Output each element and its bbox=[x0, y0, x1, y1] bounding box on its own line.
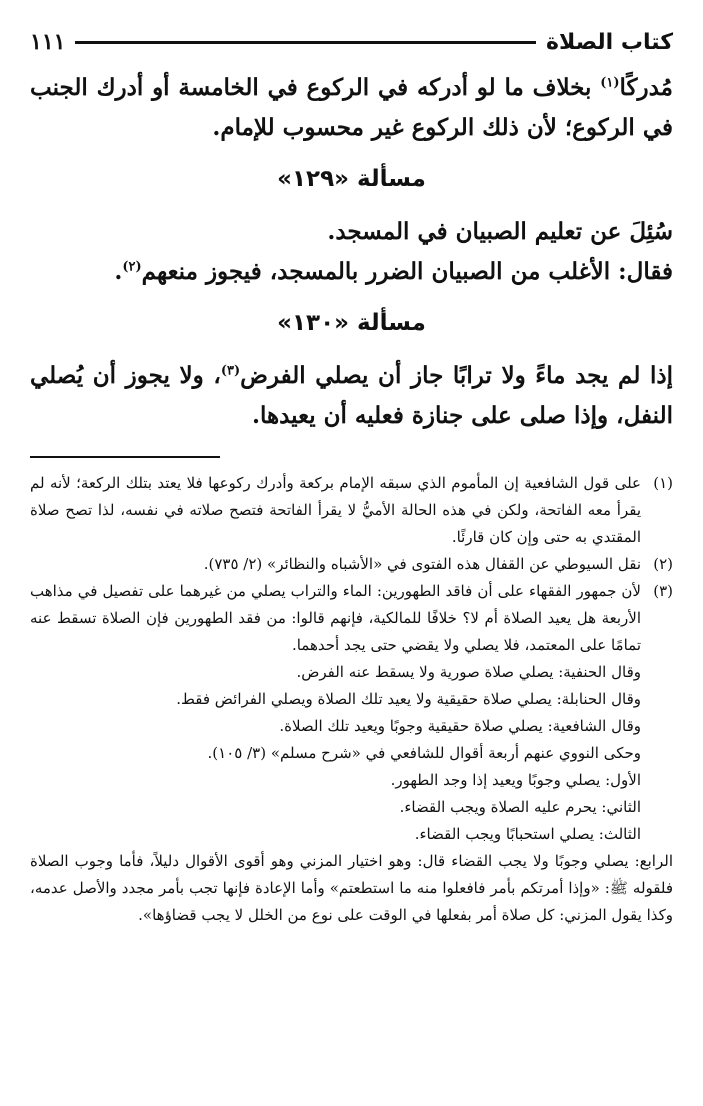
paragraph-1-start: مُدركًا bbox=[619, 74, 673, 101]
footnote-3-text: لأن جمهور الفقهاء على أن فاقد الطهورين: الماء والتراب يصلي من غيرهما على تفصيل في مذاهب الأربعة هل يعيد الصلاة أم لا؟ خلافًا للمالكية، فإنهم قالوا: من فقد الطهورين فإن الصلاة تسقط عنه تمامًا على المعتمد، فلا يصلي ولا يقضي حتى يجد أحدهما. bbox=[30, 582, 641, 654]
header-title: كتاب الصلاة bbox=[546, 29, 673, 55]
paragraph-2 bbox=[30, 356, 673, 436]
footnote-2 bbox=[30, 551, 673, 578]
footnote-1 bbox=[30, 470, 673, 551]
footnote-3-first-opinion: الأول: يصلي وجوبًا ويعيد إذا وجد الطهور. bbox=[390, 771, 641, 789]
footnote-3-nawawi: وحكى النووي عنهم أربعة أقوال للشافعي في «شرح مسلم» (٣/ ١٠٥). bbox=[207, 744, 641, 762]
footnote-3 bbox=[30, 578, 673, 659]
section-title-129: مسألة «١٢٩» bbox=[277, 166, 426, 192]
footnote-3-fourth-opinion-row bbox=[30, 848, 673, 929]
paragraph-2-start: إذا لم يجد ماءً ولا ترابًا جاز أن يصلي الفرض bbox=[240, 362, 673, 389]
answer-text: فقال: الأغلب من الصبيان الضرر بالمسجد، فيجوز منعهم bbox=[141, 258, 673, 285]
footnote-ref-1: (١) bbox=[600, 75, 620, 91]
footnote-3-second-opinion: الثاني: يحرم عليه الصلاة ويجب القضاء. bbox=[399, 798, 641, 816]
paragraph-1 bbox=[30, 68, 673, 148]
footnote-ref-3: (٣) bbox=[220, 363, 241, 379]
footnote-3-hanafi: وقال الحنفية: يصلي صلاة صورية ولا يسقط عنه الفرض. bbox=[296, 663, 641, 681]
answer-end: . bbox=[114, 258, 123, 285]
footnote-divider bbox=[30, 456, 220, 458]
footnote-3-shafii: وقال الشافعية: يصلي صلاة حقيقية وجوبًا ويعيد تلك الصلاة. bbox=[279, 717, 641, 735]
section-title-130: مسألة «١٣٠» bbox=[277, 310, 426, 336]
footnote-3-hanbali: وقال الحنابلة: يصلي صلاة حقيقية ولا يعيد تلك الصلاة ويصلي الفرائض فقط. bbox=[176, 690, 641, 708]
footnotes bbox=[30, 470, 673, 929]
answer-line bbox=[30, 252, 673, 292]
header-rule bbox=[75, 41, 536, 44]
book-page bbox=[30, 22, 673, 1086]
footnote-3-third-opinion: الثالث: يصلي استحبابًا ويجب القضاء. bbox=[414, 825, 641, 843]
footnote-3-fourth-opinion: الرابع: يصلي وجوبًا ولا يجب القضاء قال: وهو اختيار المزني وهو أقوى الأقوال دليلاً، فأما وجوب الصلاة فلقوله ﷺ: «وإذا أمرتكم بأمر فافعلوا منه ما استطعتم» وأما الإعادة فإنها تجب بأمر مجدد والأصل عدمه، وكذا يقول المزني: كل صلاة أمر بفعلها في الوقت على نوع من الخلل لا يجب قضاؤها». bbox=[30, 852, 673, 924]
footnote-2-number: (٢) bbox=[653, 555, 673, 573]
running-header bbox=[30, 22, 673, 62]
footnote-3-number: (٣) bbox=[653, 582, 673, 600]
footnote-1-number: (١) bbox=[653, 474, 673, 492]
paragraph-1-rest: بخلاف ما لو أدركه في الركوع في الخامسة أو أدرك الجنب في الركوع؛ لأن ذلك الركوع غير محسوب للإمام. bbox=[30, 74, 673, 141]
paragraph-2-rest: ، ولا يجوز أن يُصلي النفل، وإذا صلى على جنازة فعليه أن يعيدها. bbox=[30, 362, 673, 429]
page-number: ١١١ bbox=[30, 29, 66, 55]
footnote-1-text: على قول الشافعية إن المأموم الذي سبقه الإمام بركعة وأدرك ركوعها فلا يعتد بتلك الركعة؛ لأنه لم يقرأ معه الفاتحة، ولكن في هذه الحالة الأميُّ لا يقرأ الفاتحة فتصح صلاته في نفسه، لذا تصح صلاة المقتدي به حتى وإن كان قارئًا. bbox=[30, 474, 641, 546]
footnote-ref-2: (٢) bbox=[122, 259, 142, 275]
question-line: سُئِلَ عن تعليم الصبيان في المسجد. bbox=[327, 218, 673, 245]
footnote-2-text: نقل السيوطي عن القفال هذه الفتوى في «الأشباه والنظائر» (٢/ ٧٣٥). bbox=[203, 555, 641, 573]
